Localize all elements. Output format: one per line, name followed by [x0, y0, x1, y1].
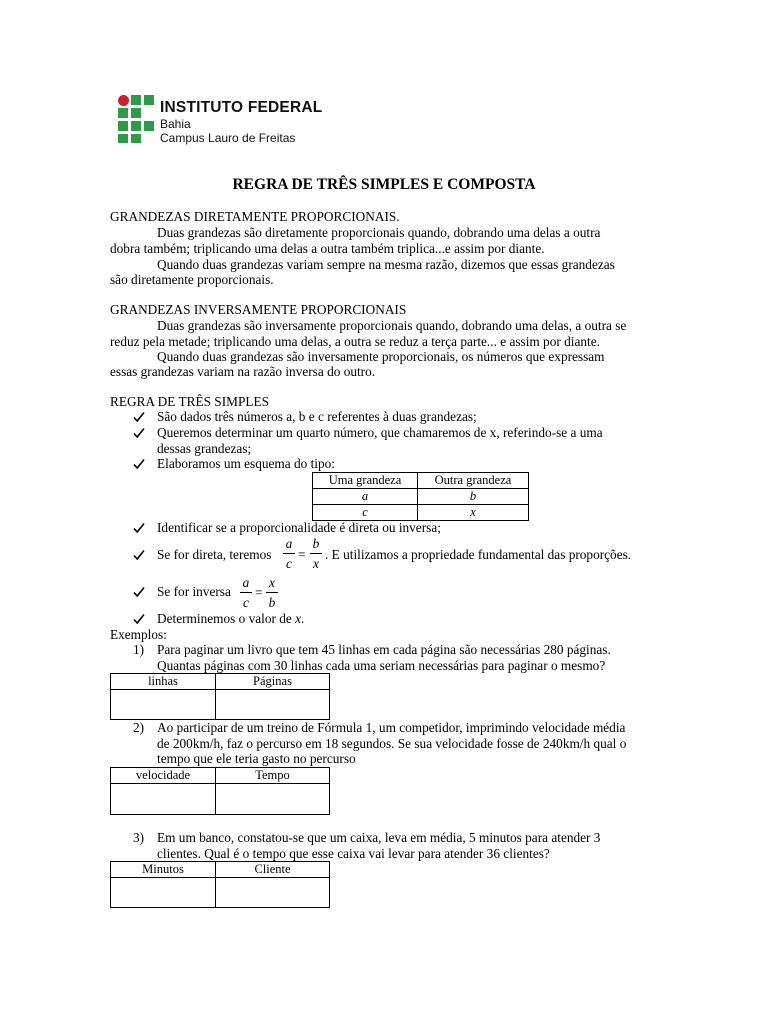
fraction-denominator: c	[243, 595, 249, 610]
check-icon	[133, 522, 145, 534]
fraction-bar	[310, 553, 322, 554]
fraction-numerator: a	[242, 575, 250, 590]
table-header: linhas	[111, 674, 216, 690]
bullet-item-continued: . E utilizamos a propriedade fundamental das proporções.	[325, 547, 632, 562]
example-number: 2)	[133, 720, 145, 735]
table-header: Páginas	[216, 674, 330, 690]
equals-sign: =	[298, 547, 306, 562]
logo-mark	[118, 95, 156, 143]
example1-table	[110, 673, 330, 720]
bullet-item	[157, 611, 304, 627]
paragraph-line: Quando duas grandezas são inversamente proporcionais, os números que expressam	[157, 349, 605, 364]
logo-red-dot	[118, 95, 129, 106]
fraction-denominator: c	[286, 556, 292, 571]
example-text: tempo que ele teria gasto no percurso	[157, 751, 356, 766]
table-cell-empty	[216, 878, 330, 908]
schema-header: Outra grandeza	[418, 473, 529, 489]
paragraph-line: Quando duas grandezas variam sempre na mesma razão, dizemos que essas grandezas	[157, 257, 615, 272]
bullet-item: Queremos determinar um quarto número, que chamaremos de x, referindo-se a uma	[157, 425, 603, 440]
examples-label: Exemplos:	[110, 627, 167, 642]
bullet-item: Se for direta, teremos	[157, 547, 272, 562]
example2-table	[110, 767, 330, 815]
paragraph-line: reduz pela metade; triplicando uma delas, a outra se reduz a terça parte... e assim por diante.	[110, 334, 600, 349]
bullet-item: Identificar se a proporcionalidade é direta ou inversa;	[157, 520, 441, 535]
example-text: Ao participar de um treino de Fórmula 1, um competidor, imprimindo velocidade média	[157, 720, 626, 735]
fraction-denominator: b	[268, 595, 276, 610]
fraction-bar	[266, 592, 278, 593]
fraction-bar	[283, 553, 295, 554]
example-number: 1)	[133, 642, 145, 657]
table-header: Minutos	[111, 862, 216, 878]
fraction-denominator: x	[313, 556, 319, 571]
schema-cell: c	[313, 505, 418, 521]
bullet-end: .	[301, 611, 305, 626]
bullet-item: Elaboramos um esquema do tipo:	[157, 456, 335, 471]
example-text: Para paginar um livro que tem 45 linhas em cada página são necessárias 280 páginas.	[157, 642, 611, 657]
schema-header: Uma grandeza	[313, 473, 418, 489]
document-title: REGRA DE TRÊS SIMPLES E COMPOSTA	[232, 176, 536, 193]
schema-cell: b	[418, 489, 529, 505]
paragraph-line: Duas grandezas são diretamente proporcionais quando, dobrando uma delas a outra	[157, 225, 601, 240]
bullet-item-continued: dessas grandezas;	[157, 441, 252, 456]
schema-table	[312, 472, 529, 521]
schema-cell: a	[313, 489, 418, 505]
table-header: Cliente	[216, 862, 330, 878]
paragraph-line: Duas grandezas são inversamente proporcionais quando, dobrando uma delas, a outra se	[157, 318, 627, 333]
check-icon	[133, 549, 145, 561]
bullet-item: Se for inversa	[157, 584, 231, 599]
paragraph-line: essas grandezas variam na razão inversa do outro.	[110, 364, 376, 379]
bullet-item: São dados três números a, b e c referentes à duas grandezas;	[157, 409, 477, 424]
table-header: Tempo	[216, 768, 330, 784]
example-text: de 200km/h, faz o percurso em 18 segundos. Se sua velocidade fosse de 240km/h qual o	[157, 736, 627, 751]
example-text: Em um banco, constatou-se que um caixa, leva em média, 5 minutos para atender 3	[157, 830, 601, 845]
table-cell-empty	[216, 784, 330, 815]
logo-subtitle: Bahia	[160, 117, 191, 131]
equals-sign: =	[255, 585, 263, 600]
logo-campus: Campus Lauro de Freitas	[160, 131, 296, 145]
table-cell-empty	[111, 690, 216, 720]
check-icon	[133, 586, 145, 598]
variable-x: x	[295, 611, 302, 626]
paragraph-line: são diretamente proporcionais.	[110, 272, 274, 287]
paragraph-line: dobra também; triplicando uma delas a outra também triplica...e assim por diante.	[110, 241, 545, 256]
example-text: Quantas páginas com 30 linhas cada uma seriam necessárias para paginar o mesmo?	[157, 658, 606, 673]
check-icon	[133, 411, 145, 423]
schema-cell: x	[418, 505, 529, 521]
table-cell-empty	[111, 878, 216, 908]
section-heading-rule-of-three: REGRA DE TRÊS SIMPLES	[110, 394, 269, 409]
table-cell-empty	[111, 784, 216, 815]
table-header: velocidade	[111, 768, 216, 784]
example-text: clientes. Qual é o tempo que esse caixa vai levar para atender 36 clientes?	[157, 846, 550, 861]
section-heading-inverse: GRANDEZAS INVERSAMENTE PROPORCIONAIS	[110, 302, 407, 317]
bullet-text: Determinemos o valor de	[157, 611, 292, 626]
table-cell-empty	[216, 690, 330, 720]
example3-table	[110, 861, 330, 908]
check-icon	[133, 427, 145, 439]
check-icon	[133, 613, 145, 625]
section-heading-direct: GRANDEZAS DIRETAMENTE PROPORCIONAIS.	[110, 209, 400, 224]
fraction-numerator: x	[269, 575, 275, 590]
fraction-bar	[240, 592, 252, 593]
example-number: 3)	[133, 830, 145, 845]
check-icon	[133, 458, 145, 470]
logo-title: INSTITUTO FEDERAL	[160, 99, 323, 116]
fraction-numerator: a	[285, 536, 293, 551]
fraction-numerator: b	[312, 536, 320, 551]
